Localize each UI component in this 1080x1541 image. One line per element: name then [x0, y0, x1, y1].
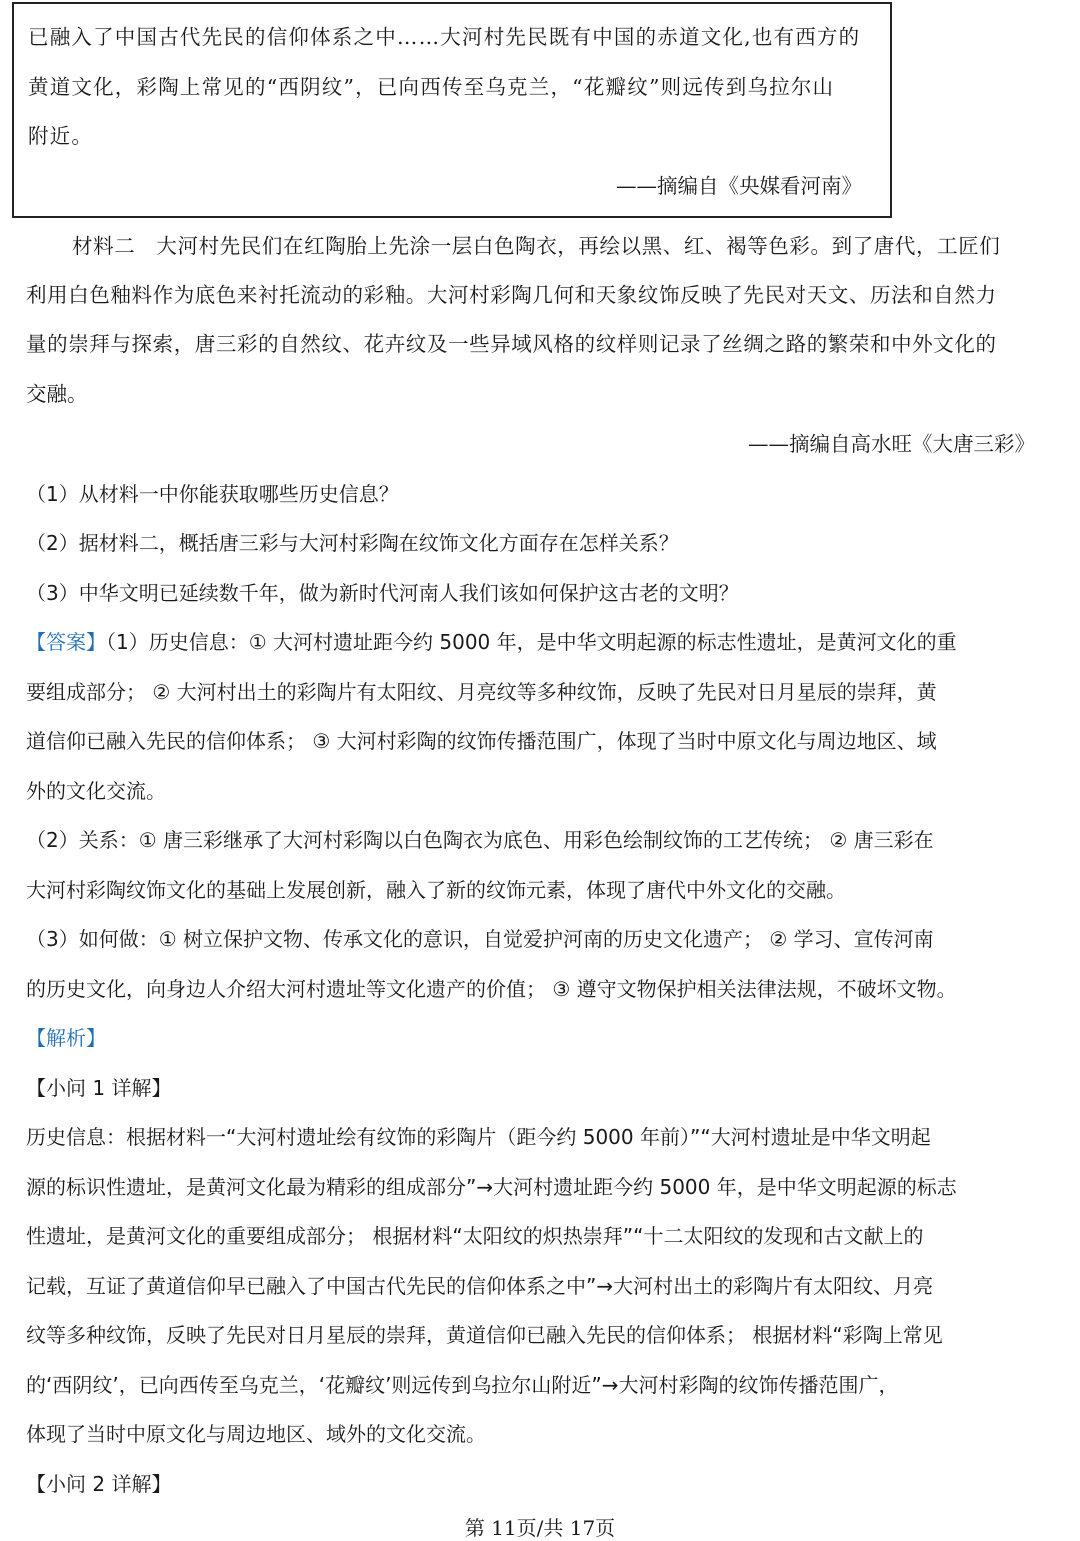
material-one-line: 黄道文化，彩陶上常见的“西阴纹”，已向西传至乌克兰，“花瓣纹”则远传到乌拉尔山: [28, 75, 835, 99]
material-one-line: 已融入了中国古代先民的信仰体系之中……大河村先民既有中国的赤道文化,也有西方的: [28, 25, 861, 49]
question-1: （1）从材料一中你能获取哪些历史信息？: [26, 482, 399, 506]
answer-line: 的历史文化，向身边人介绍大河村遗址等文化遗产的价值； ③ 遵守文物保护相关法律法规，不破坏文物。: [26, 977, 957, 1001]
material-one-source: ——摘编自《央媒看河南》: [616, 174, 862, 198]
answer-line: 要组成部分； ② 大河村出土的彩陶片有太阳纹、月亮纹等多种纹饰，反映了先民对日月星辰的崇拜，黄: [26, 680, 937, 704]
answer-line: 大河村彩陶纹饰文化的基础上发展创新，融入了新的纹饰元素，体现了唐代中外文化的交融。: [26, 878, 846, 902]
material-two-source: ——摘编自高水旺《大唐三彩》: [748, 432, 1035, 456]
material-two-line: 量的崇拜与探索，唐三彩的自然纹、花卉纹及一些异域风格的纹样则记录了丝绸之路的繁荣和中外文化的: [26, 332, 997, 356]
analysis-line: 的‘西阴纹’，已向西传至乌克兰，‘花瓣纹’则远传到乌拉尔山附近”→大河村彩陶的纹饰传播范围广，: [26, 1373, 899, 1397]
question-3: （3）中华文明已延续数千年，做为新时代河南人我们该如何保护这古老的文明？: [26, 581, 739, 605]
page-footer: 第 11页/共 17页: [464, 1516, 616, 1540]
analysis-line: 记载，互证了黄道信仰早已融入了中国古代先民的信仰体系之中”→大河村出土的彩陶片有太阳纹、月亮: [26, 1274, 934, 1298]
answer-line-1: 【答案】（1）历史信息：① 大河村遗址距今约 5000 年，是中华文明起源的标志性遗址，是黄河文化的重: [26, 630, 957, 654]
sub-question-2-heading: 【小问 2 详解】: [26, 1472, 172, 1496]
answer-line: 外的文化交流。: [26, 779, 166, 803]
material-one-line: 附近。: [28, 124, 94, 148]
answer-label: 【答案】: [26, 630, 106, 654]
answer-line: （2）关系：① 唐三彩继承了大河村彩陶以白色陶衣为底色、用彩色绘制纹饰的工艺传统； ② 唐三彩在: [26, 828, 934, 852]
analysis-line: 历史信息：根据材料一“大河村遗址绘有纹饰的彩陶片（距今约 5000 年前）”“大河村遗址是中华文明起: [26, 1125, 931, 1149]
analysis-line: 源的标识性遗址，是黄河文化最为精彩的组成部分”→大河村遗址距今约 5000 年，是中华文明起源的标志: [26, 1175, 957, 1199]
material-two-line: 利用白色釉料作为底色来衬托流动的彩釉。大河村彩陶几何和天象纹饰反映了先民对天文、历法和自然力: [26, 283, 997, 307]
answer-line: （3）如何做：① 树立保护文物、传承文化的意识，自觉爱护河南的历史文化遗产； ② 学习、宣传河南: [26, 927, 934, 951]
analysis-line: 性遗址，是黄河文化的重要组成部分； 根据材料“太阳纹的炽热崇拜”“十二太阳纹的发现和古文献上的: [26, 1224, 924, 1248]
material-two-line: 材料二 大河村先民们在红陶胎上先涂一层白色陶衣，再绘以黑、红、褐等色彩。到了唐代，工匠们: [72, 234, 1001, 258]
analysis-line: 体现了当时中原文化与周边地区、域外的文化交流。: [26, 1422, 486, 1446]
sub-question-1-heading: 【小问 1 详解】: [26, 1076, 172, 1100]
analysis-line: 纹等多种纹饰，反映了先民对日月星辰的崇拜，黄道信仰已融入先民的信仰体系； 根据材料“彩陶上常见: [26, 1323, 943, 1347]
answer-line: 道信仰已融入先民的信仰体系； ③ 大河村彩陶的纹饰传播范围广，体现了当时中原文化与周边地区、域: [26, 729, 937, 753]
material-two-line: 交融。: [26, 382, 88, 406]
question-2: （2）据材料二，概括唐三彩与大河村彩陶在纹饰文化方面存在怎样关系？: [26, 531, 679, 555]
analysis-label: 【解析】: [26, 1026, 106, 1050]
